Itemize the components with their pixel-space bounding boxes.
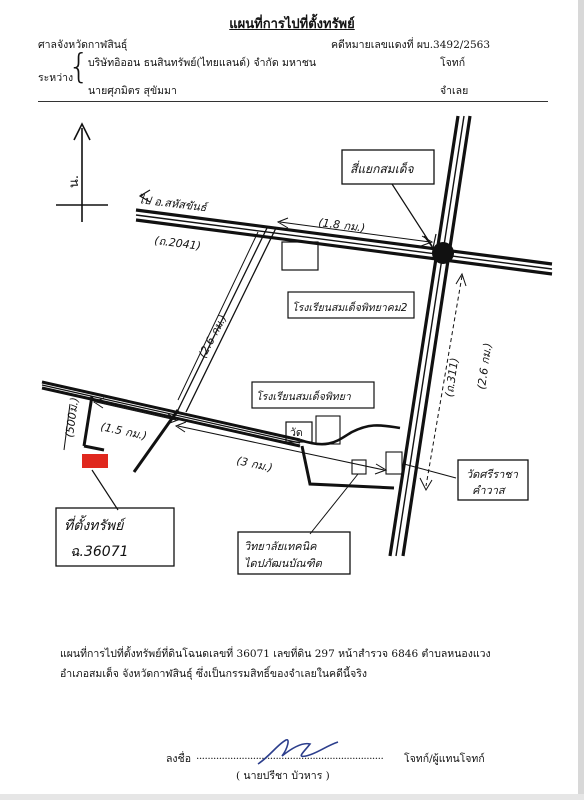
intersection-label: สี่แยกสมเด็จ — [350, 162, 414, 176]
wat-sriracha-label: วัดศรีราชา — [466, 468, 518, 481]
property-label: ที่ตั้งทรัพย์ — [64, 518, 124, 534]
college-building — [352, 460, 366, 474]
school-2-building — [282, 242, 318, 270]
plaintiff-role: โจทก์ — [440, 57, 466, 69]
plaintiff-name: บริษัทอิออน ธนสินทรัพย์(ไทยแลนด์) จำกัด มหาชน — [88, 57, 317, 69]
sign-label: ลงชื่อ — [166, 753, 191, 765]
handwritten-signature — [252, 734, 342, 768]
north-arrow — [56, 124, 108, 222]
dist-500-label: (500ม.) — [62, 396, 82, 439]
wat-sriracha-label-2: คำวาส — [472, 484, 505, 497]
court-name: ศาลจังหวัดกาฬสินธุ์ — [38, 39, 128, 51]
college-label: วิทยาลัยเทคนิค — [244, 540, 317, 553]
brace-symbol: { — [68, 47, 90, 87]
school-1-label: โรงเรียนสมเด็จพิทยา — [256, 391, 351, 403]
signatory-name: ( นายปรีชา บัวหาร ) — [236, 770, 330, 782]
between-label: ระหว่าง — [38, 72, 74, 84]
signature-dots: .................................................................. — [196, 750, 384, 762]
signature-role: โจทก์/ผู้แทนโจทก์ — [404, 753, 485, 765]
dist-2-6-left-label: (2.6 กม.) — [196, 312, 230, 361]
defendant-name: นายศุภมิตร สุขัมมา — [88, 85, 177, 97]
to-town-label: ไป อ.สหัสขันธ์ — [137, 193, 208, 215]
description-line-2: อำเภอสมเด็จ จังหวัดกาฬสินธุ์ ซึ่งเป็นกรรมสิทธิ์ของจำเลยในคดีนี้จริง — [60, 668, 367, 680]
description-line-1: แผนที่การไปที่ตั้งทรัพย์ที่ดินโฉนดเลขที่ 36071 เลขที่ดิน 297 หน้าสำรวจ 6846 ตำบลหนองแวง — [60, 648, 491, 660]
dist-1-5-label: (1.5 กม.) — [99, 420, 149, 443]
page-edge-shadow-bottom — [0, 794, 584, 800]
college-label-2: ไดปภัฒนบัณฑิต — [244, 557, 322, 570]
dist-1-8-label: (1.8 กม.) — [317, 216, 366, 235]
temple-label: วัด — [290, 427, 303, 439]
wat-sriracha-building — [386, 452, 402, 474]
dist-2-6-right-label: (2.6 กม.) — [474, 341, 495, 391]
dist-3-label: (3 กม.) — [235, 454, 274, 475]
intersection-marker — [432, 242, 454, 264]
map-description — [60, 644, 540, 684]
road-2041-label: (ถ.2041) — [153, 234, 202, 253]
case-number: คดีหมายเลขแดงที่ ผบ.3492/2563 — [331, 39, 491, 51]
property-marker — [82, 454, 108, 468]
temple-access-road — [300, 425, 400, 444]
document-title: แผนที่การไปที่ตั้งทรัพย์ — [229, 17, 355, 32]
north-label: น. — [67, 174, 82, 188]
school-2-label: โรงเรียนสมเด็จพิทยาคม2 — [292, 302, 408, 314]
defendant-role: จำเลย — [440, 85, 469, 97]
property-deed-label: ฉ.36071 — [70, 544, 129, 560]
road-311-label: (ถ.311) — [442, 356, 462, 398]
